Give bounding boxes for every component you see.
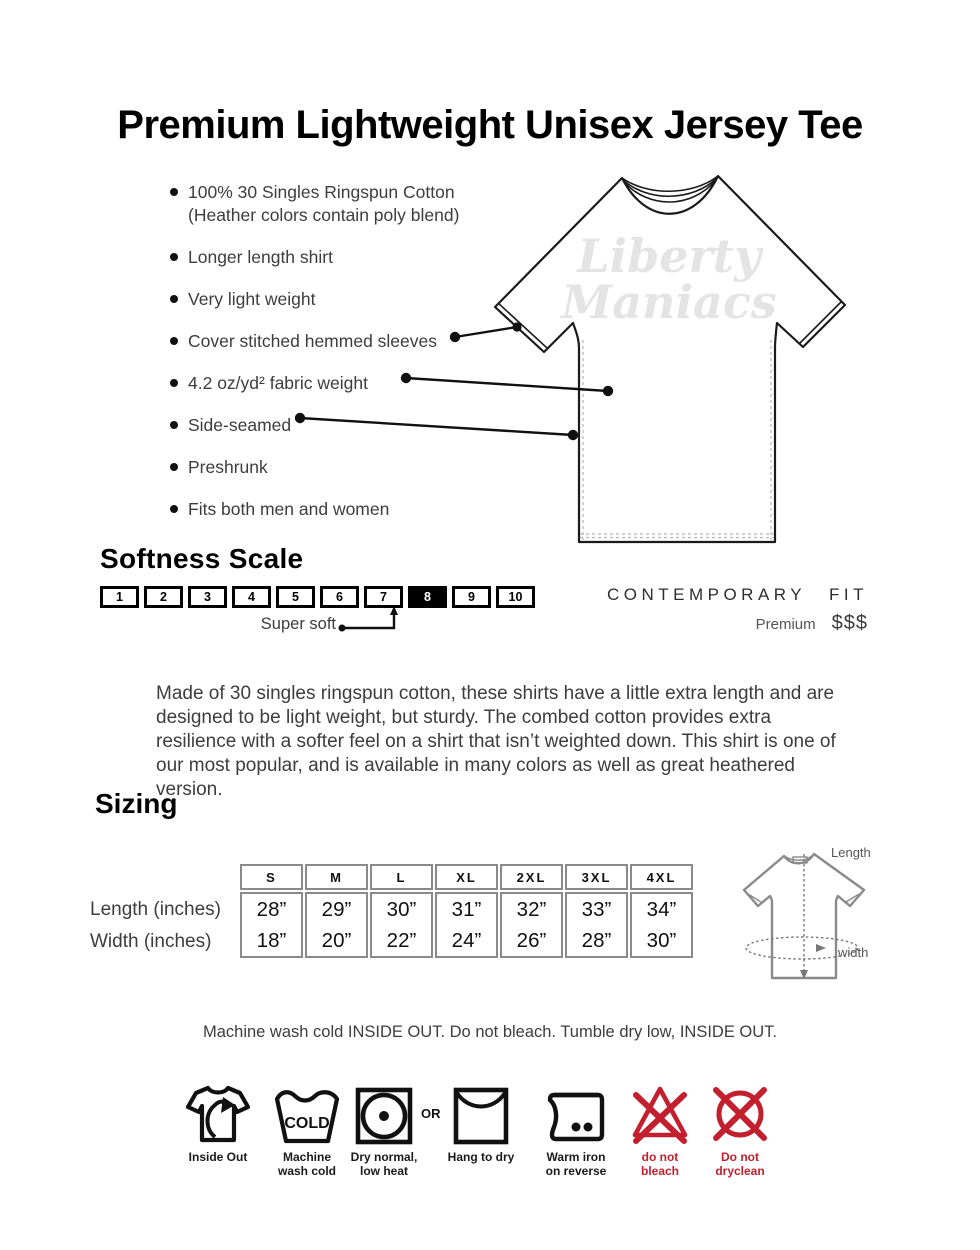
bullet-icon (170, 421, 178, 429)
scale-box-10: 10 (496, 586, 535, 608)
inside-out-icon (185, 1083, 251, 1145)
bullet-icon (170, 337, 178, 345)
scale-box-5: 5 (276, 586, 315, 608)
softness-scale-heading: Softness Scale (100, 543, 304, 574)
care-do-not-bleach: do not bleach (619, 1083, 701, 1178)
description-paragraph: Made of 30 singles ringspun cotton, these shirts have a little extra length and are designed to be light weight, but sturdy. The combed cotton provides extra resilience with a softer feel on a shirt that isn’t weighted down. This shirt is one of our most popular, and is available in many colors as well as great heathered version. (156, 683, 836, 800)
scale-box-8-selected: 8 (408, 586, 447, 608)
size-col-4xl: 4XL 34” 30” (630, 864, 693, 958)
width-row-label: Width (inches) (90, 931, 212, 952)
tee-illustration-icon (488, 168, 850, 553)
size-table (240, 864, 693, 958)
scale-box-4: 4 (232, 586, 271, 608)
list-item: 4.2 oz/yd² fabric weight (170, 372, 490, 395)
bullet-icon (170, 379, 178, 387)
diagram-length-label: Length (831, 845, 871, 860)
sizing-heading: Sizing (95, 788, 178, 819)
or-label: OR (421, 1106, 441, 1121)
bullet-icon (170, 253, 178, 261)
scale-box-3: 3 (188, 586, 227, 608)
size-col-xl: XL 31” 24” (435, 864, 498, 958)
watermark-logo-line2: Maniacs (561, 275, 777, 329)
size-diagram-shirt-icon (736, 838, 881, 988)
bullet-icon (170, 295, 178, 303)
care-inside-out: Inside Out (178, 1083, 258, 1165)
scale-box-7: 7 (364, 586, 403, 608)
care-hang-to-dry: Hang to dry (441, 1083, 521, 1165)
price-symbols: $$$ (831, 612, 868, 634)
feature-list (170, 181, 490, 540)
list-item: Side-seamed (170, 414, 490, 437)
care-note: Machine wash cold INSIDE OUT. Do not bleach. Tumble dry low, INSIDE OUT. (202, 1023, 778, 1041)
size-col-3xl: 3XL 33” 28” (565, 864, 628, 958)
list-item: Preshrunk (170, 456, 490, 479)
dry-normal-icon (355, 1087, 413, 1145)
bullet-icon (170, 505, 178, 513)
hang-to-dry-icon (453, 1087, 509, 1145)
list-item: Longer length shirt (170, 246, 490, 269)
do-not-dryclean-icon (709, 1085, 771, 1145)
do-not-bleach-icon (628, 1083, 692, 1145)
diagram-width-label: width (838, 945, 869, 960)
list-item: 100% 30 Singles Ringspun Cotton (Heather colors contain poly blend) (170, 181, 490, 227)
fit-label: CONTEMPORARY FIT (606, 585, 868, 604)
svg-text:COLD: COLD (284, 1115, 330, 1132)
scale-box-1: 1 (100, 586, 139, 608)
size-col-s: S 28” 18” (240, 864, 303, 958)
bullet-icon (170, 463, 178, 471)
softness-scale (100, 586, 535, 608)
care-warm-iron-on-reverse: Warm iron on reverse (536, 1083, 616, 1178)
care-do-not-dryclean: Do not dryclean (698, 1083, 782, 1178)
scale-box-2: 2 (144, 586, 183, 608)
care-dry-normal-low-heat: Dry normal, low heat (344, 1083, 424, 1178)
softness-arrow (339, 606, 399, 632)
care-machine-wash-cold: COLD Machine wash cold (267, 1083, 347, 1178)
super-soft-label: Super soft (260, 615, 336, 633)
size-col-l: L 30” 22” (370, 864, 433, 958)
machine-wash-cold-icon (275, 1085, 339, 1145)
scale-box-6: 6 (320, 586, 359, 608)
bullet-icon (170, 188, 178, 196)
tier-label: Premium (755, 616, 816, 633)
size-col-2xl: 2XL 32” 26” (500, 864, 563, 958)
page-title: Premium Lightweight Unisex Jersey Tee (117, 102, 863, 147)
length-row-label: Length (inches) (90, 899, 221, 920)
list-item: Fits both men and women (170, 498, 490, 521)
size-col-m: M 29” 20” (305, 864, 368, 958)
list-item: Very light weight (170, 288, 490, 311)
scale-box-9: 9 (452, 586, 491, 608)
watermark-logo-line1: Liberty (577, 229, 761, 283)
warm-iron-icon (546, 1089, 606, 1145)
price-tier (756, 612, 868, 635)
list-item: Cover stitched hemmed sleeves (170, 330, 490, 353)
